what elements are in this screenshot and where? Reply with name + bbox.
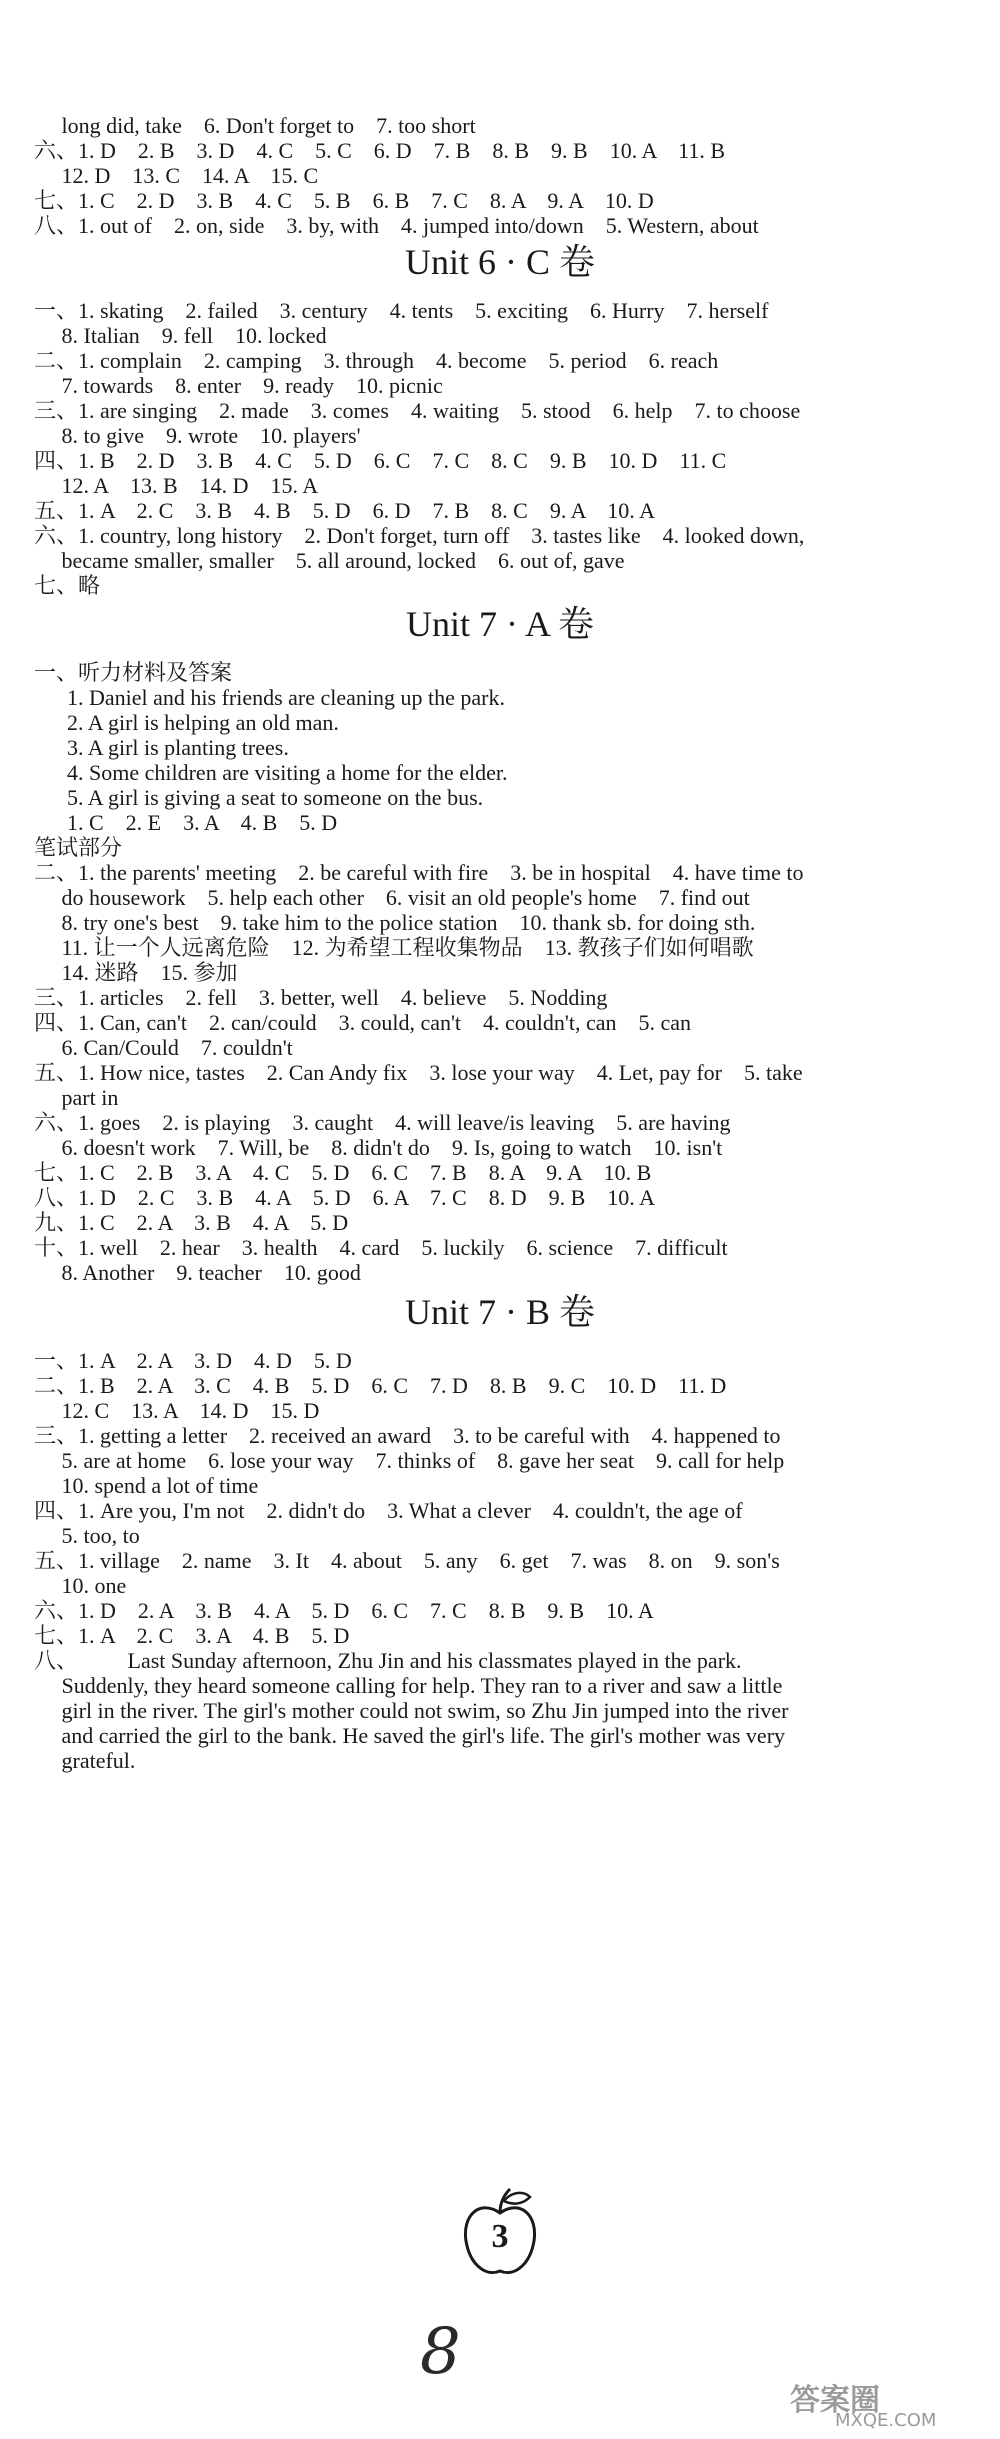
answer-line: 8. to give 9. wrote 10. players' xyxy=(34,423,361,448)
watermark-brand: 答案圈 xyxy=(790,2383,880,2418)
answer-line: grateful. xyxy=(34,1748,136,1773)
answer-line: 四、1. Can, can't 2. can/could 3. could, can't 4. couldn't, can 5. can xyxy=(34,1010,692,1035)
answer-line: 二、1. complain 2. camping 3. through 4. become 5. period 6. reach xyxy=(34,348,719,373)
answer-line: 12. C 13. A 14. D 15. D xyxy=(34,1398,320,1423)
answer-line: 六、1. goes 2. is playing 3. caught 4. will leave/is leaving 5. are having xyxy=(34,1110,731,1135)
answer-line: 三、1. articles 2. fell 3. better, well 4. believe 5. Nodding xyxy=(34,985,608,1010)
answer-line: Suddenly, they heard someone calling for help. They ran to a river and saw a little xyxy=(34,1673,783,1698)
answer-line: 笔试部分 xyxy=(34,835,123,860)
answer-line: part in xyxy=(34,1085,119,1110)
answer-line: 六、1. country, long history 2. Don't forget, turn off 3. tastes like 4. looked down, xyxy=(34,523,805,548)
answer-line: 3. A girl is planting trees. xyxy=(34,735,289,760)
page-number: 3 xyxy=(491,2218,509,2255)
answer-line: became smaller, smaller 5. all around, locked 6. out of, gave xyxy=(34,548,625,573)
answer-line: 1. Daniel and his friends are cleaning up the park. xyxy=(34,685,506,710)
answer-line: 八、 Last Sunday afternoon, Zhu Jin and his classmates played in the park. xyxy=(34,1648,742,1673)
answer-line: 七、1. C 2. D 3. B 4. C 5. B 6. B 7. C 8. A 9. A 10. D xyxy=(34,188,654,213)
answer-line: 1. C 2. E 3. A 4. B 5. D xyxy=(34,810,338,835)
answer-line: 11. 让一个人远离危险 12. 为希望工程收集物品 13. 教孩子们如何唱歌 xyxy=(34,935,754,960)
answer-line: 7. towards 8. enter 9. ready 10. picnic xyxy=(34,373,443,398)
answer-line: 六、1. D 2. A 3. B 4. A 5. D 6. C 7. C 8. B 9. B 10. A xyxy=(34,1598,654,1623)
answer-line: 九、1. C 2. A 3. B 4. A 5. D xyxy=(34,1210,349,1235)
answer-line: 二、1. B 2. A 3. C 4. B 5. D 6. C 7. D 8. B 9. C 10. D 11. D xyxy=(34,1373,727,1398)
answer-line: 二、1. the parents' meeting 2. be careful with fire 3. be in hospital 4. have time to xyxy=(34,860,804,885)
answer-line: 6. Can/Could 7. couldn't xyxy=(34,1035,293,1060)
answer-line: 一、1. A 2. A 3. D 4. D 5. D xyxy=(34,1348,352,1373)
answer-line: 6. doesn't work 7. Will, be 8. didn't do 9. Is, going to watch 10. isn't xyxy=(34,1135,723,1160)
section-heading: Unit 7 · B 卷 xyxy=(404,1292,595,1332)
answer-line: 七、略 xyxy=(34,573,101,598)
answer-line: 10. one xyxy=(34,1573,127,1598)
page-number-badge xyxy=(460,2185,540,2280)
answer-line: 八、1. out of 2. on, side 3. by, with 4. jumped into/down 5. Western, about xyxy=(34,213,759,238)
answer-line: 四、1. B 2. D 3. B 4. C 5. D 6. C 7. C 8. C 9. B 10. D 11. C xyxy=(34,448,727,473)
answer-line: 七、1. A 2. C 3. A 4. B 5. D xyxy=(34,1623,350,1648)
answer-line: 三、1. getting a letter 2. received an award 3. to be careful with 4. happened to xyxy=(34,1423,781,1448)
answer-line: 五、1. A 2. C 3. B 4. B 5. D 6. D 7. B 8. C 9. A 10. A xyxy=(34,498,655,523)
answer-line: 8. Italian 9. fell 10. locked xyxy=(34,323,327,348)
answer-line: and carried the girl to the bank. He saved the girl's life. The girl's mother was very xyxy=(34,1723,786,1748)
answer-line: 十、1. well 2. hear 3. health 4. card 5. luckily 6. science 7. difficult xyxy=(34,1235,728,1260)
answer-line: 14. 迷路 15. 参加 xyxy=(34,960,238,985)
answer-line: 10. spend a lot of time xyxy=(34,1473,259,1498)
answer-line: 四、1. Are you, I'm not 2. didn't do 3. What a clever 4. couldn't, the age of xyxy=(34,1498,743,1523)
handwritten-note: 8 xyxy=(420,2315,461,2389)
answer-line: 8. Another 9. teacher 10. good xyxy=(34,1260,361,1285)
watermark-url: MXQE.COM xyxy=(835,2410,937,2431)
answer-line: 一、1. skating 2. failed 3. century 4. tents 5. exciting 6. Hurry 7. herself xyxy=(34,298,769,323)
answer-line: 三、1. are singing 2. made 3. comes 4. waiting 5. stood 6. help 7. to choose xyxy=(34,398,801,423)
answer-line: 2. A girl is helping an old man. xyxy=(34,710,339,735)
answer-line: 五、1. village 2. name 3. It 4. about 5. any 6. get 7. was 8. on 9. son's xyxy=(34,1548,780,1573)
answer-line: girl in the river. The girl's mother could not swim, so Zhu Jin jumped into the river xyxy=(34,1698,789,1723)
answer-line: 五、1. How nice, tastes 2. Can Andy fix 3. lose your way 4. Let, pay for 5. take xyxy=(34,1060,803,1085)
answer-line: 六、1. D 2. B 3. D 4. C 5. C 6. D 7. B 8. B 9. B 10. A 11. B xyxy=(34,138,726,163)
answer-line: 12. A 13. B 14. D 15. A xyxy=(34,473,319,498)
answer-line: 八、1. D 2. C 3. B 4. A 5. D 6. A 7. C 8. D 9. B 10. A xyxy=(34,1185,655,1210)
answer-line: 5. are at home 6. lose your way 7. thinks of 8. gave her seat 9. call for help xyxy=(34,1448,785,1473)
answer-line: 一、听力材料及答案 xyxy=(34,660,233,685)
answer-line: do housework 5. help each other 6. visit an old people's home 7. find out xyxy=(34,885,750,910)
answer-line: 5. too, to xyxy=(34,1523,140,1548)
answer-line: 12. D 13. C 14. A 15. C xyxy=(34,163,319,188)
answer-line: 七、1. C 2. B 3. A 4. C 5. D 6. C 7. B 8. A 9. A 10. B xyxy=(34,1160,652,1185)
answer-line: long did, take 6. Don't forget to 7. too short xyxy=(34,113,476,138)
answer-line: 8. try one's best 9. take him to the police station 10. thank sb. for doing sth. xyxy=(34,910,756,935)
answer-line: 5. A girl is giving a seat to someone on the bus. xyxy=(34,785,484,810)
section-heading: Unit 7 · A 卷 xyxy=(405,604,595,644)
section-heading: Unit 6 · C 卷 xyxy=(404,242,595,282)
answer-line: 4. Some children are visiting a home for the elder. xyxy=(34,760,508,785)
